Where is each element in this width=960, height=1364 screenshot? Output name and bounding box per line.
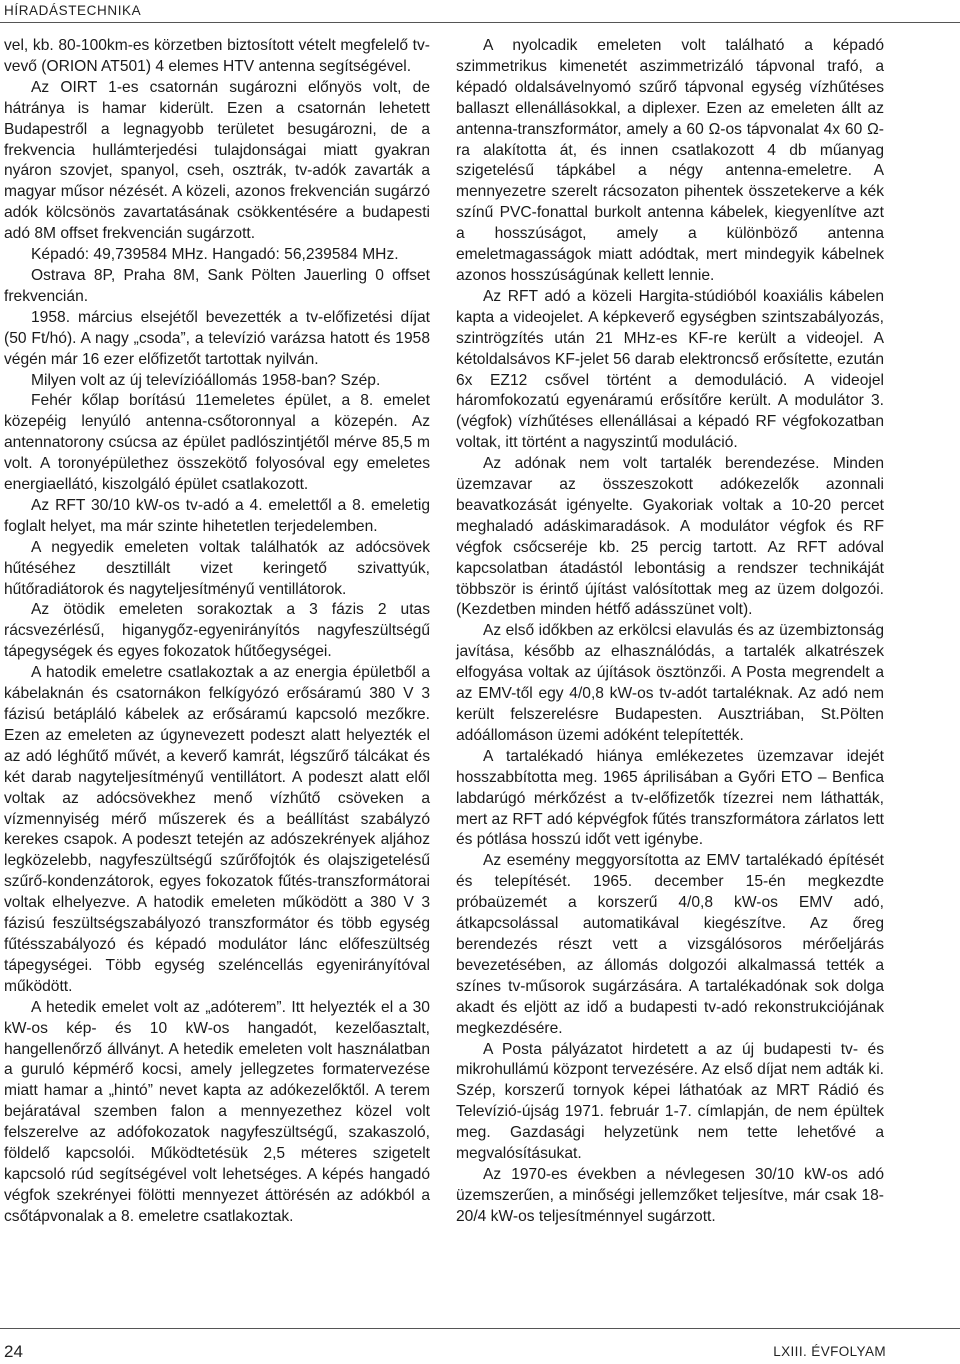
paragraph: Ostrava 8P, Praha 8M, Sank Pölten Jauerling 0 offset frekvencián. (4, 266, 430, 305)
footer-rule (0, 1328, 960, 1329)
paragraph: vel, kb. 80-100km-es körzetben biztosított vételt megfelelő tv-vevő (ORION AT501) 4 elemes HTV antenna segítségével. (4, 37, 430, 75)
running-header (0, 0, 960, 26)
volume-label: LXIII. ÉVFOLYAM (773, 1344, 886, 1359)
journal-title: HÍRADÁSTECHNIKA (4, 3, 142, 18)
paragraph: Fehér kőlap borítású 11emeletes épület, a 8. emelet közepéig lenyúló antenna-csőtoronnyal a közepén. Az antennatorony csúcsa az épület padlószintjétől mérve 85,5 m volt. A toronyépülethez összekötő folyosóval egy emeletes energiaellátó, kiszolgáló épület csatlakozott. (4, 392, 430, 494)
paragraph: A tartalékadó hiánya emlékezetes üzemzavar idejét hosszabbította meg. 1965 áprilisában a Győri ETO – Benfica labdarúgó mérkőzést a tv-előfizetők tízezrei nem láthatták, mert az RFT adó képvégfok fűtés transzformátora zárlatos lett és pótlása hosszú időt vett igénybe. (456, 747, 884, 849)
paragraph: A hatodik emeletre csatlakoztak a az energia épületből a kábelaknán és csatornákon felkígyózó erősáramú 380 V 3 fázisú betápláló kábelek az erősáramú kapcsoló mezőkre. Ezen az emeleten az úgynevezett podeszt alatt helyezték el az adó léghűtő művét, a keverő kamrát, légszűrő tálcákat és két darab nagyteljesítményű ventillátort. A podeszt alatt elől voltak az adócsövekhez menő vízhűtő csöveken a vízmennyiség mérő műszerek és a beállítást szabályzó kerekes csapok. A podeszt tetején az adószekrények aljához legközelebb, nagyfeszültségű szűrőfojtók és olajszigetelésű szűrő-kondenzátorok, egyes fokozatok fűtés-transzformátorai voltak elhelyezve. A hatodik emeleten működött a 380 V 3 fázisú feszültségszabályozó transzformátor és több egység fűtésszabályozó és képadó modulátor lánc előfeszültség tápegységei. Több egység szeléncellás egyenirányítóval működött. (4, 664, 430, 995)
paragraph: Az első időkben az erkölcsi elavulás és az üzembiztonság javítása, később az elhasználódás, a tartalék alkatrészek elfogyása voltak az újítások ösztönzői. A Posta megrendelt a az EMV-től egy 4/0,8 kW-os tv-adót tartaléknak. Az adó nem került felszerelésre Budapesten. Ausztriában, St.Pölten adóállomáson üzemi adóként telepítették. (456, 622, 884, 744)
paragraph: Az adónak nem volt tartalék berendezése. Minden üzemzavar az összeszokott adókezelők azonnali beavatkozását igényelte. Gyakoriak voltak a 10-20 percet meghaladó adáskimaradások. A modulátor végfok és RF végfok csőcseréje kb. 25 percig tartott. Az RFT adóval kapcsolatban átadástól lebontásig a rendszer technikáját többször is érintő újítást valósítottak meg az üzem dolgozói. (Kezdetben minden hétfő adásszünet volt). (456, 455, 884, 619)
paragraph: A negyedik emeleten voltak találhatók az adócsövek hűtéséhez desztillált vizet keringető szivattyúk, hűtőradiátorok és nagyteljesítményű ventillátorok. (4, 538, 430, 598)
paragraph: 1958. március elsejétől bevezették a tv-előfizetési díjat (50 Ft/hó). A nagy „csoda”, a televízió varázsa hatott és 1958 végén már 16 ezer előfizetőt tartottak nyilván. (4, 308, 430, 368)
page-number: 24 (4, 1342, 23, 1361)
paragraph: Az OIRT 1-es csatornán sugározni előnyös volt, de hátránya is hamar kiderült. Ezen a csatornán lehetett Budapestről a legnagyobb területet besugározni, de a frekvencia hullámterjedési tulajdonságai miatt gyakran nyáron szovjet, spanyol, cseh, osztrák, tv-adók zavarták a magyar műsor nézését. A közeli, azonos frekvencián sugárzó adók kölcsönös zavartatásának csökkentésére a budapesti adó 8M offset frekvencián sugárzott. (4, 78, 430, 243)
paragraph: Az ötödik emeleten sorakoztak a 3 fázis 2 utas rácsvezérlésű, higanygőz-egyenirányítós nagyfeszültségű tápegységek és egyes fokozatok hűtőegységei. (4, 601, 430, 661)
paragraph: A Posta pályázatot hirdetett a az új budapesti tv- és mikrohullámú központ tervezésére. Az első díjat nem adták ki. Szép, korszerű tornyok képei láthatóak az MRT Rádió és Televízió-újság 1971. február 1-7. címlapján, de nem épültek meg. Gazdasági helyzetünk nem tette lehetővé a megvalósításukat. (456, 1040, 884, 1163)
paragraph: Az 1970-es években a névlegesen 30/10 kW-os adó üzemszerűen, a minőségi jellemzőket teljesítve, már csak 18-20/4 kW-os teljesítménnyel sugárzott. (456, 1165, 884, 1225)
header-rule (0, 22, 960, 23)
paragraph: Képadó: 49,739584 MHz. Hangadó: 56,239584 MHz. (31, 246, 399, 264)
paragraph: Az RFT 30/10 kW-os tv-adó a 4. emelettől a 8. emeletig foglalt helyet, ma már szinte hihetetlen terjedelemben. (4, 496, 430, 535)
paragraph: Milyen volt az új televízióállomás 1958-ban? Szép. (31, 371, 381, 389)
running-footer (0, 1328, 960, 1364)
paragraph: Az RFT adó a közeli Hargita-stúdióból koaxiális kábelen kapta a videojelet. A képkeverő egységben szintszabályozás, szintrögzítés után 21 MHz-es KF-re került a videojel. A kétoldalsávos KF-jelet 56 darab elektroncső erősítette, ezután 6x EZ12 csővel történt a demoduláció. A videojel háromfokozatú egyenáramú erősítőre került. A modulátor 3. (végfok) vízhűtéses ellenállásai a képadó RF végfokozatban voltak, itt történt a nagyszintű moduláció. (456, 287, 884, 452)
right-column (456, 36, 884, 1228)
paragraph: A hetedik emelet volt az „adóterem”. Itt helyezték el a 30 kW-os kép- és 10 kW-os hangadót, kezelőasztalt, hangellenőrző állványt. A hetedik emeleten volt használatban a guruló képmérő kocsi, amely jellegzetes formatervezése miatt hamar a „hintó” nevet kapta az adókezelőktől. A terem bejáratával szemben falon a mennyezethez közel volt felszerelve az adófokozatok nagyfeszültségű, szakaszoló, földelő kapcsolói. Működtetésük 2,5 méteres szigetelt kapcsoló rúd segítségével volt lehetséges. A képés hangadó végfok szekrényei fölötti mennyezet áttörésén az adókból a csőtápvonalak a 8. emeletre csatlakoztak. (4, 998, 430, 1225)
paragraph: A nyolcadik emeleten volt található a képadó szimmetrikus kimenetét aszimmetrizáló tápvonal trafó, a képadó oldalsávelnyomó szűrő tápvonal egység vízhűtéses ballaszt ellenállásokkal, a diplexer. Ezen az emeleten állt az antenna-transzformátor, amely a 60 Ω-os tápvonalat 4x 60 Ω-ra alakította át, és innen csatlakozott 4 db műanyag szigetelésű tápkábel a négy antenna-emeletre. A mennyezetre szerelt rácsozaton pihentek összetekerve a kék színű PVC-fonattal burkolt antenna kábelek, kiegyenlítve azt a hosszúságot, amely a különböző antenna emeletmagasságok miatt adódtak, mert mindegyik kábelnek azonos hosszúságúnak kellett lennie. (456, 37, 884, 284)
left-column (4, 36, 430, 1228)
paragraph: Az esemény meggyorsította az EMV tartalékadó építését és telepítését. 1965. december 15-én megkezdte próbaüzemét a korszerű 4/0,8 kW-os EMV adó, átkapcsolással automatikával kiegészítve. Az őreg berendezés részt vett a vizsgálósoros mérőeljárás bevezetésében, az állomás dolgozói alkalmassá tették a színes tv-műsorok sugárzására. A tartalékadónak sok dolga akadt és eljött az idő a budapesti tv-adó rekonstrukciójának megkezdésére. (456, 852, 884, 1037)
